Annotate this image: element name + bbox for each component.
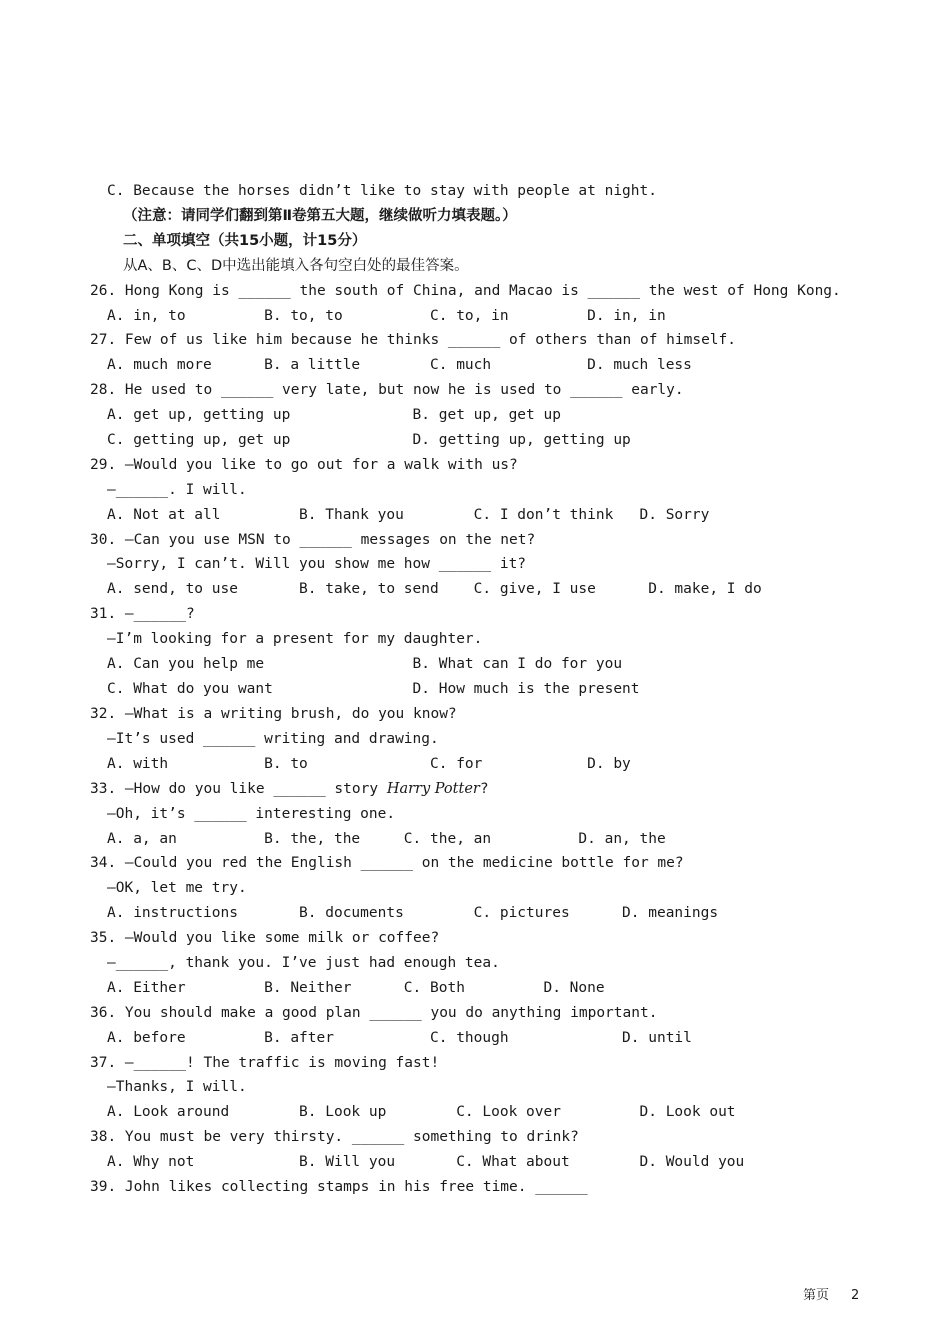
question-30-reply: —Sorry, I can’t. Will you show me how ______ it?	[107, 556, 527, 572]
book-title: Harry Potter	[386, 781, 480, 797]
question-32: 32. —What is a writing brush, do you know?	[90, 706, 457, 722]
question-37: 37. —______! The traffic is moving fast!	[90, 1055, 440, 1071]
question-27-options: A. much more B. a little C. much D. much less	[107, 357, 692, 373]
question-30: 30. —Can you use MSN to ______ messages on the net?	[90, 532, 536, 548]
question-34-options: A. instructions B. documents C. pictures D. meanings	[107, 905, 719, 921]
question-38-options: A. Why not B. Will you C. What about D. Would you	[107, 1154, 745, 1170]
question-35-reply: —______, thank you. I’ve just had enough tea.	[107, 955, 500, 971]
question-33-text: 33. —How do you like ______ story	[90, 781, 387, 797]
question-36-options: A. before B. after C. though D. until	[107, 1030, 692, 1046]
section-instructions: 从A、B、C、D中选出能填入各句空白处的最佳答案。	[123, 258, 469, 274]
question-31-options-cd: C. What do you want D. How much is the present	[107, 681, 640, 697]
question-mark: ?	[479, 781, 489, 797]
question-28-options-ab: A. get up, getting up B. get up, get up	[107, 407, 561, 423]
question-31: 31. —______?	[90, 606, 195, 622]
question-39: 39. John likes collecting stamps in his free time. ______	[90, 1179, 588, 1195]
footer-label: 第页	[803, 1288, 830, 1303]
page-number: 2	[851, 1288, 860, 1303]
question-35: 35. —Would you like some milk or coffee?	[90, 930, 440, 946]
question-37-reply: —Thanks, I will.	[107, 1079, 247, 1095]
question-31-options-ab: A. Can you help me B. What can I do for you	[107, 656, 623, 672]
question-36: 36. You should make a good plan ______ you do anything important.	[90, 1005, 658, 1021]
question-32-reply: —It’s used ______ writing and drawing.	[107, 731, 439, 747]
page-footer	[803, 1284, 859, 1303]
question-27: 27. Few of us like him because he thinks ______ of others than of himself.	[90, 332, 737, 348]
question-26-options: A. in, to B. to, to C. to, in D. in, in	[107, 308, 666, 324]
question-33-options: A. a, an B. the, the C. the, an D. an, the	[107, 831, 666, 847]
note-line: （注意：请同学们翻到第Ⅱ卷第五大题，继续做听力填表题。）	[123, 208, 517, 224]
question-38: 38. You must be very thirsty. ______ something to drink?	[90, 1129, 579, 1145]
question-29: 29. —Would you like to go out for a walk with us?	[90, 457, 518, 473]
question-32-options: A. with B. to C. for D. by	[107, 756, 631, 772]
question-33	[90, 780, 489, 798]
question-26: 26. Hong Kong is ______ the south of China, and Macao is ______ the west of Hong Kong.	[90, 283, 841, 299]
option-line: C. Because the horses didn’t like to stay with people at night.	[107, 183, 657, 199]
question-35-options: A. Either B. Neither C. Both D. None	[107, 980, 605, 996]
question-34-reply: —OK, let me try.	[107, 880, 247, 896]
question-34: 34. —Could you red the English ______ on the medicine bottle for me?	[90, 855, 684, 871]
question-33-reply: —Oh, it’s ______ interesting one.	[107, 806, 396, 822]
question-28-options-cd: C. getting up, get up D. getting up, getting up	[107, 432, 631, 448]
question-30-options: A. send, to use B. take, to send C. give, I use D. make, I do	[107, 581, 762, 597]
question-31-reply: —I’m looking for a present for my daughter.	[107, 631, 483, 647]
question-29-reply: —______. I will.	[107, 482, 247, 498]
section-heading: 二、单项填空（共15小题，计15分）	[123, 233, 367, 249]
question-28: 28. He used to ______ very late, but now he is used to ______ early.	[90, 382, 684, 398]
question-37-options: A. Look around B. Look up C. Look over D. Look out	[107, 1104, 736, 1120]
question-29-options: A. Not at all B. Thank you C. I don’t think D. Sorry	[107, 507, 710, 523]
